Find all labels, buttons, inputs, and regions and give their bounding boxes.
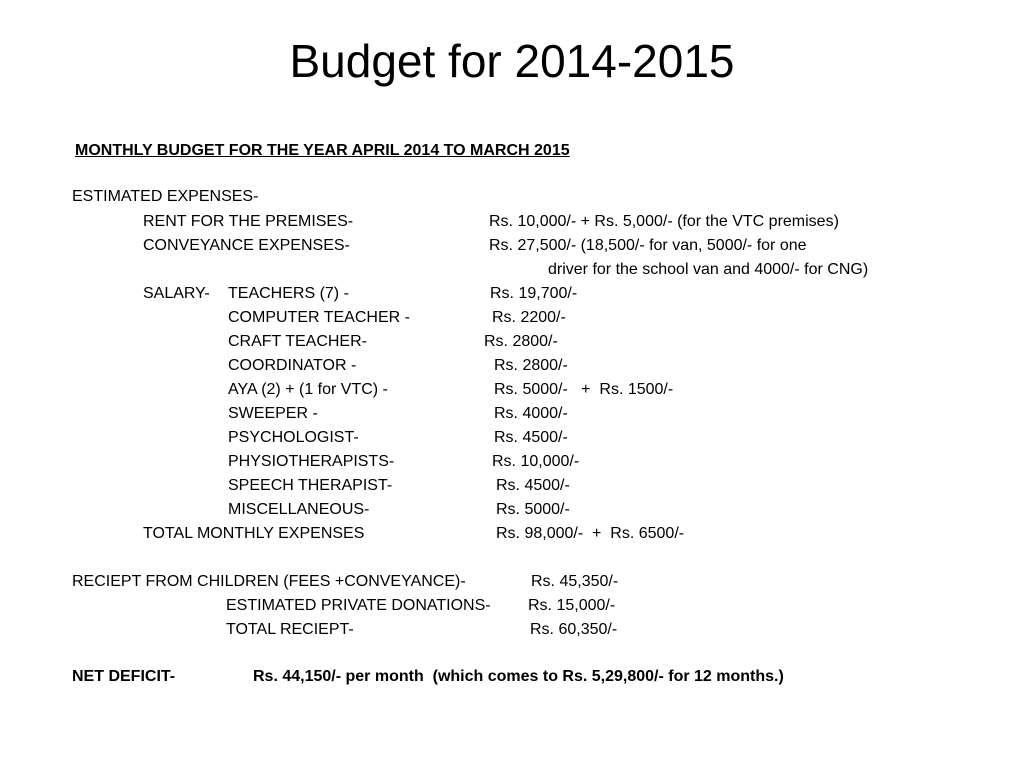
budget-subtitle: MONTHLY BUDGET FOR THE YEAR APRIL 2014 TO MARCH 2015: [75, 142, 570, 159]
salary-item-label: PSYCHOLOGIST-: [228, 429, 359, 446]
salary-label: SALARY-: [143, 285, 210, 302]
salary-item-label: MISCELLANEOUS-: [228, 501, 370, 518]
total-monthly-label: TOTAL MONTHLY EXPENSES: [143, 525, 365, 542]
total-receipt-amount: Rs. 60,350/-: [530, 621, 618, 638]
salary-item-label: COMPUTER TEACHER -: [228, 309, 410, 326]
salary-item-label: CRAFT TEACHER-: [228, 333, 367, 350]
salary-item-amount: Rs. 5000/-: [496, 501, 570, 518]
donations-label: ESTIMATED PRIVATE DONATIONS-: [226, 597, 491, 614]
rent-amount: Rs. 10,000/- + Rs. 5,000/- (for the VTC premises): [489, 213, 839, 230]
salary-item-amount: Rs. 4500/-: [496, 477, 570, 494]
salary-item-label: PHYSIOTHERAPISTS-: [228, 453, 395, 470]
salary-item-label: AYA (2) + (1 for VTC) -: [228, 381, 388, 398]
receipt-fees-label: RECIEPT FROM CHILDREN (FEES +CONVEYANCE)-: [72, 573, 466, 590]
receipt-fees-amount: Rs. 45,350/-: [531, 573, 619, 590]
rent-label: RENT FOR THE PREMISES-: [143, 213, 354, 230]
estimated-expenses-heading: ESTIMATED EXPENSES-: [72, 188, 259, 205]
net-deficit-text: Rs. 44,150/- per month (which comes to Rs. 5,29,800/- for 12 months.): [253, 668, 784, 685]
salary-item-amount: Rs. 4500/-: [494, 429, 568, 446]
salary-item-amount: Rs. 2800/-: [494, 357, 568, 374]
total-receipt-label: TOTAL RECIEPT-: [226, 621, 354, 638]
salary-item-amount: Rs. 2800/-: [484, 333, 558, 350]
salary-item-amount: Rs. 2200/-: [492, 309, 566, 326]
salary-item-amount: Rs. 4000/-: [494, 405, 568, 422]
salary-item-amount: Rs. 19,700/-: [490, 285, 578, 302]
conveyance-amount-line1: Rs. 27,500/- (18,500/- for van, 5000/- for one: [489, 237, 807, 254]
conveyance-amount-line2: driver for the school van and 4000/- for CNG): [548, 261, 869, 278]
donations-amount: Rs. 15,000/-: [528, 597, 616, 614]
salary-item-amount: Rs. 5000/- + Rs. 1500/-: [494, 381, 674, 398]
salary-item-label: TEACHERS (7) -: [228, 285, 349, 302]
salary-item-label: COORDINATOR -: [228, 357, 357, 374]
salary-item-label: SWEEPER -: [228, 405, 318, 422]
salary-item-amount: Rs. 10,000/-: [492, 453, 580, 470]
net-deficit-label: NET DEFICIT-: [72, 668, 176, 685]
total-monthly-amount: Rs. 98,000/- + Rs. 6500/-: [496, 525, 685, 542]
salary-item-label: SPEECH THERAPIST-: [228, 477, 393, 494]
page-title: Budget for 2014-2015: [289, 35, 735, 87]
conveyance-label: CONVEYANCE EXPENSES-: [143, 237, 350, 254]
